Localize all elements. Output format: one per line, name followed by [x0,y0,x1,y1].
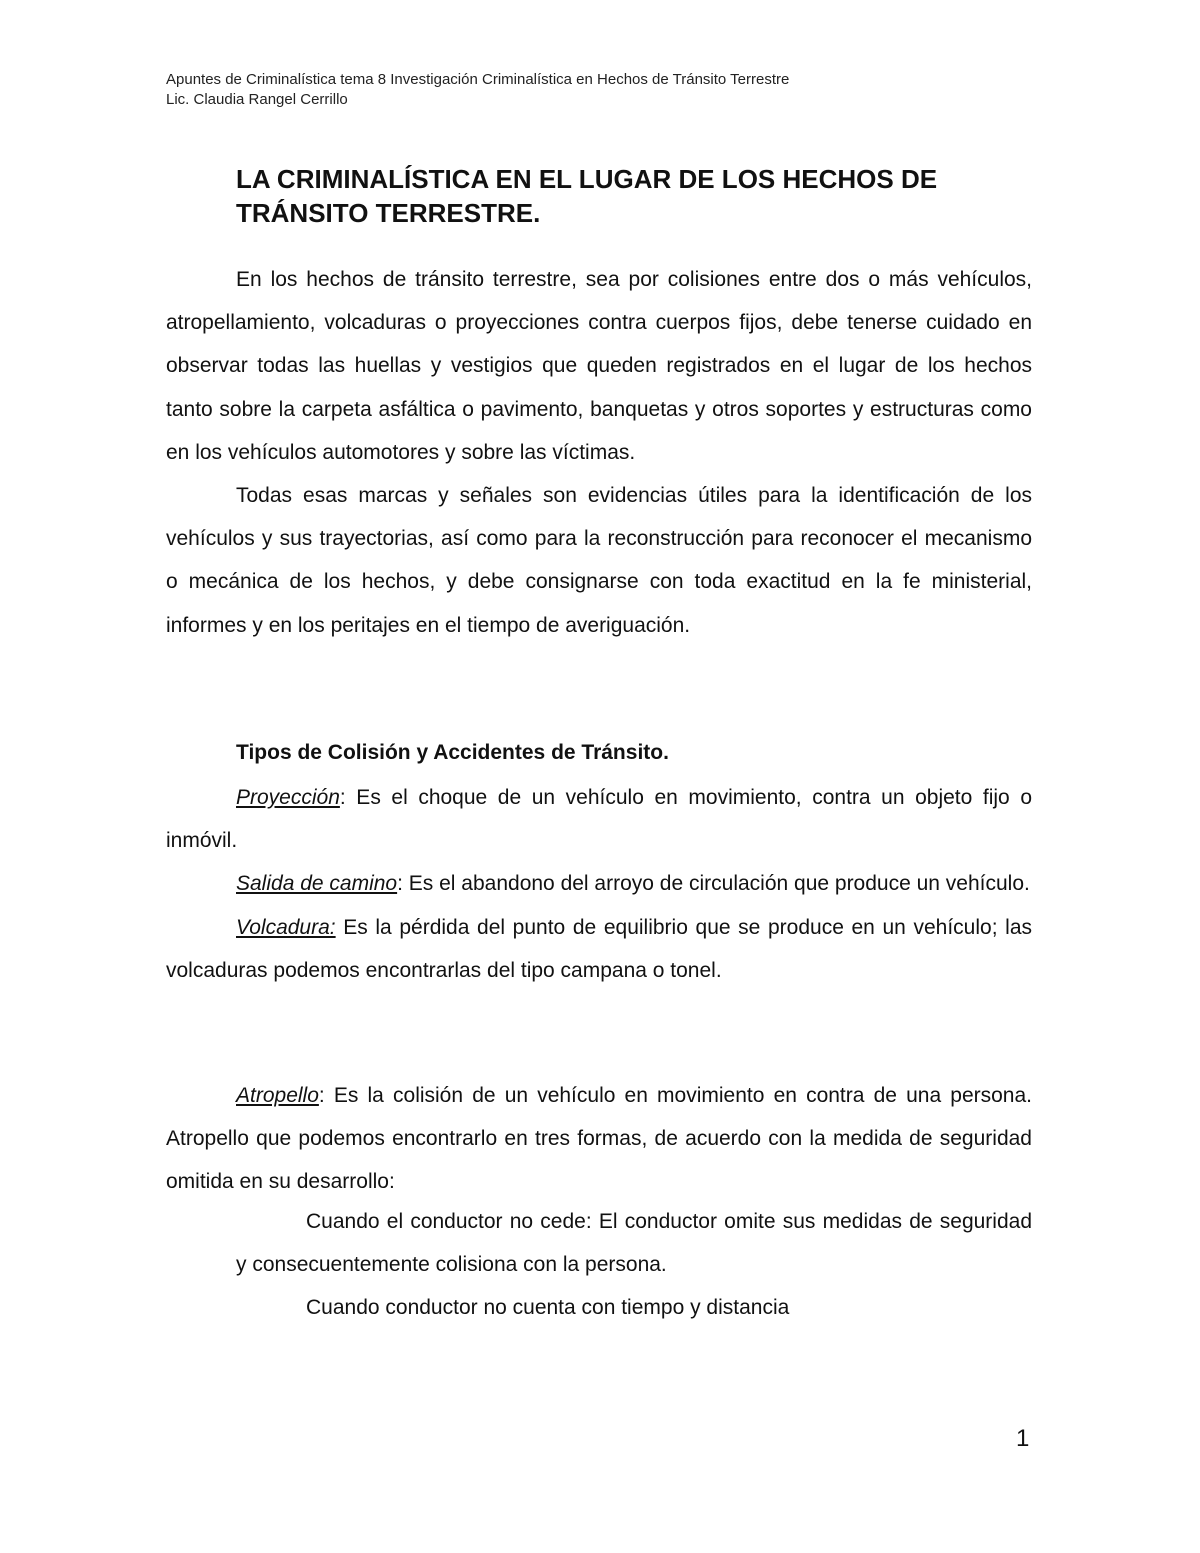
running-header [166,70,789,110]
definition-atropello-text: : Es la colisión de un vehículo en movimiento en contra de una persona. Atropello que podemos encontrarlo en tres formas, de acuerdo con la medida de seguridad omitida en su desarrollo: [166,1084,1032,1194]
term-volcadura: Volcadura: [236,915,336,939]
header-course-line: Apuntes de Criminalística tema 8 Investigación Criminalística en Hechos de Tránsito Terrestre [166,71,790,88]
definition-proyeccion-text: : Es el choque de un vehículo en movimiento, contra un objeto fijo o inmóvil. [166,786,1032,853]
definition-salida-text: : Es el abandono del arroyo de circulación que produce un vehículo. [397,872,1030,896]
header-author-line: Lic. Claudia Rangel Cerrillo [166,91,348,108]
definition-volcadura [166,906,1032,992]
term-proyeccion: Proyección [236,786,340,809]
title-line-1: LA CRIMINALÍSTICA EN EL LUGAR DE LOS HECHOS DE [236,164,938,194]
term-salida-de-camino: Salida de camino [236,872,398,896]
atropello-forms [236,1200,1032,1330]
definition-atropello [166,1074,1032,1204]
types-definitions [166,776,1032,992]
definition-proyeccion [166,776,1032,862]
term-atropello: Atropello [236,1084,319,1107]
intro-paragraph-1: En los hechos de tránsito terrestre, sea por colisiones entre dos o más vehículos, atropellamiento, volcaduras o proyecciones contra cuerpos fijos, debe tenerse cuidado en observar todas las huellas y vestigios que queden registrados en el lugar de los hechos tanto sobre la carpeta asfáltica o pavimento, banquetas y otros soportes y estructuras como en los vehículos automotores y sobre las víctimas. [166,268,1032,464]
atropello-section [166,1074,1032,1204]
atropello-form-1: Cuando el conductor no cede: El conductor omite sus medidas de seguridad y consecuentemente colisiona con la persona. [236,1210,1032,1277]
title-line-2: TRÁNSITO TERRESTRE. [236,198,541,228]
types-heading: Tipos de Colisión y Accidentes de Tránsito. [236,741,669,764]
intro-section [166,258,1032,647]
page-number: 1 [1016,1425,1030,1452]
intro-paragraph-2: Todas esas marcas y señales son evidencias útiles para la identificación de los vehículos y sus trayectorias, así como para la reconstrucción para reconocer el mecanismo o mecánica de los hechos, y debe consignarse con toda exactitud en la fe ministerial, informes y en los peritajes en el tiempo de averiguación. [166,484,1032,637]
document-title [236,162,1036,230]
atropello-form-2: Cuando conductor no cuenta con tiempo y distancia [306,1296,790,1320]
definition-volcadura-text: Es la pérdida del punto de equilibrio que se produce en un vehículo; las volcaduras podemos encontrarlas del tipo campana o tonel. [166,915,1032,982]
definition-salida-de-camino [166,862,1032,905]
